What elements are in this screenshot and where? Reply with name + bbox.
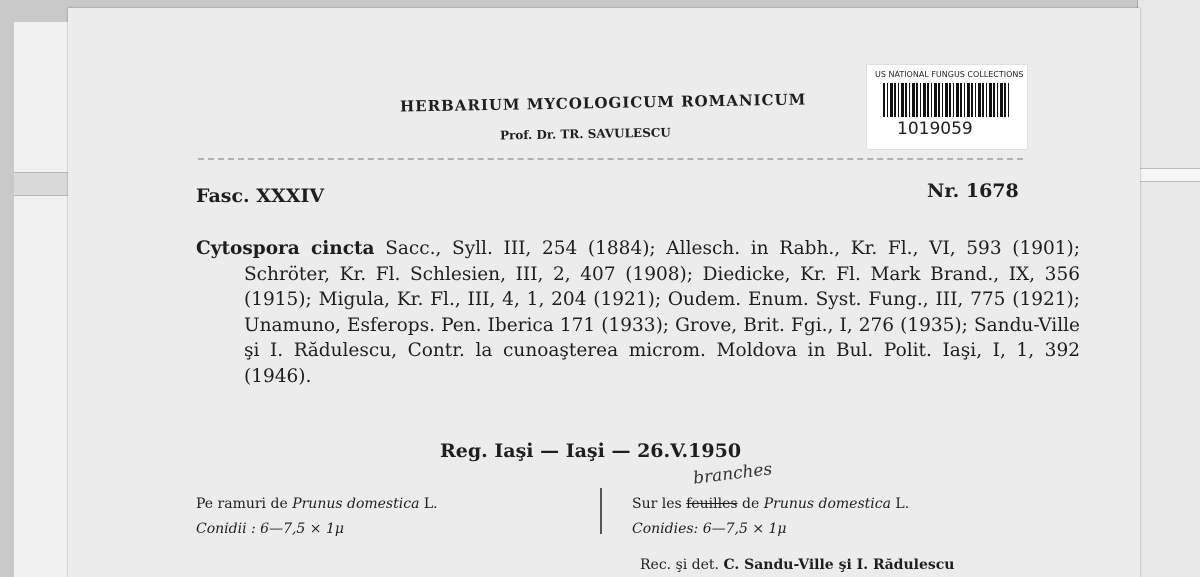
french-description	[632, 492, 909, 542]
herbarium-director: Prof. Dr. TR. SAVULESCU	[499, 125, 671, 143]
column-divider	[600, 488, 602, 534]
host-author: L.	[423, 496, 438, 512]
host-author: L.	[895, 496, 910, 512]
barcode-institution: US NATIONAL FUNGUS COLLECTIONS	[875, 70, 1024, 79]
collection-locality: Reg. Iaşi — Iaşi — 26.V.1950	[440, 440, 742, 462]
taxon-name: Cytospora cincta	[196, 238, 375, 259]
collector-names: C. Sandu-Ville şi I. Rădulescu	[723, 557, 955, 573]
barcode-number: 1019059	[897, 119, 973, 139]
background-sheet-left	[14, 22, 75, 577]
species-citation	[196, 236, 1080, 389]
collector-line	[640, 557, 954, 573]
host-name: Prunus domestica	[292, 496, 420, 512]
barcode-icon	[883, 83, 1011, 117]
citation-text: Sacc., Syll. III, 254 (1884); Allesch. in Rabh., Kr. Fl., VI, 593 (1901); Schröter, Kr. Fl. Schlesien, III, 2, 407 (1908); Diedicke, Kr. Fl. Mark Brand., IX, 356 (1915); Migula, Kr. Fl., III, 4, 1, 204 (1921); Oudem. Enum. Syst. Fung., III, 775 (1921); Unamuno, Esferops. Pen. Iberica 171 (1933); Grove, Brit. Fgi., I, 276 (1935); Sandu-Ville şi I. Rădulescu, Contr. la cunoaşterea microm. Moldova in Bul. Polit. Iaşi, I, 1, 392 (1946).	[244, 238, 1080, 387]
background-sheet-right	[1137, 0, 1200, 577]
barcode-label	[866, 64, 1028, 150]
substrate-prefix: Sur les	[632, 496, 682, 512]
host-name: Prunus domestica	[763, 496, 891, 512]
header-divider	[198, 158, 1023, 160]
romanian-description	[196, 492, 438, 542]
conidia-size: Conidii : 6—7,5 × 1μ	[196, 521, 344, 537]
substrate-prefix: Pe ramuri de	[196, 496, 288, 512]
struck-word: feuilles	[686, 496, 738, 512]
conidia-size: Conidies: 6—7,5 × 1μ	[632, 521, 787, 537]
specimen-number: Nr. 1678	[927, 180, 1019, 202]
legit-prefix: Rec. şi det.	[640, 557, 720, 573]
fascicle-number: Fasc. XXXIV	[196, 185, 325, 207]
sheet-band	[1138, 168, 1200, 182]
substrate-de: de	[742, 496, 760, 512]
sheet-band	[14, 172, 74, 196]
handwritten-correction: branches	[692, 459, 774, 489]
herbarium-title: HERBARIUM MYCOLOGICUM ROMANICUM	[399, 90, 807, 116]
herbarium-label	[68, 8, 1140, 577]
